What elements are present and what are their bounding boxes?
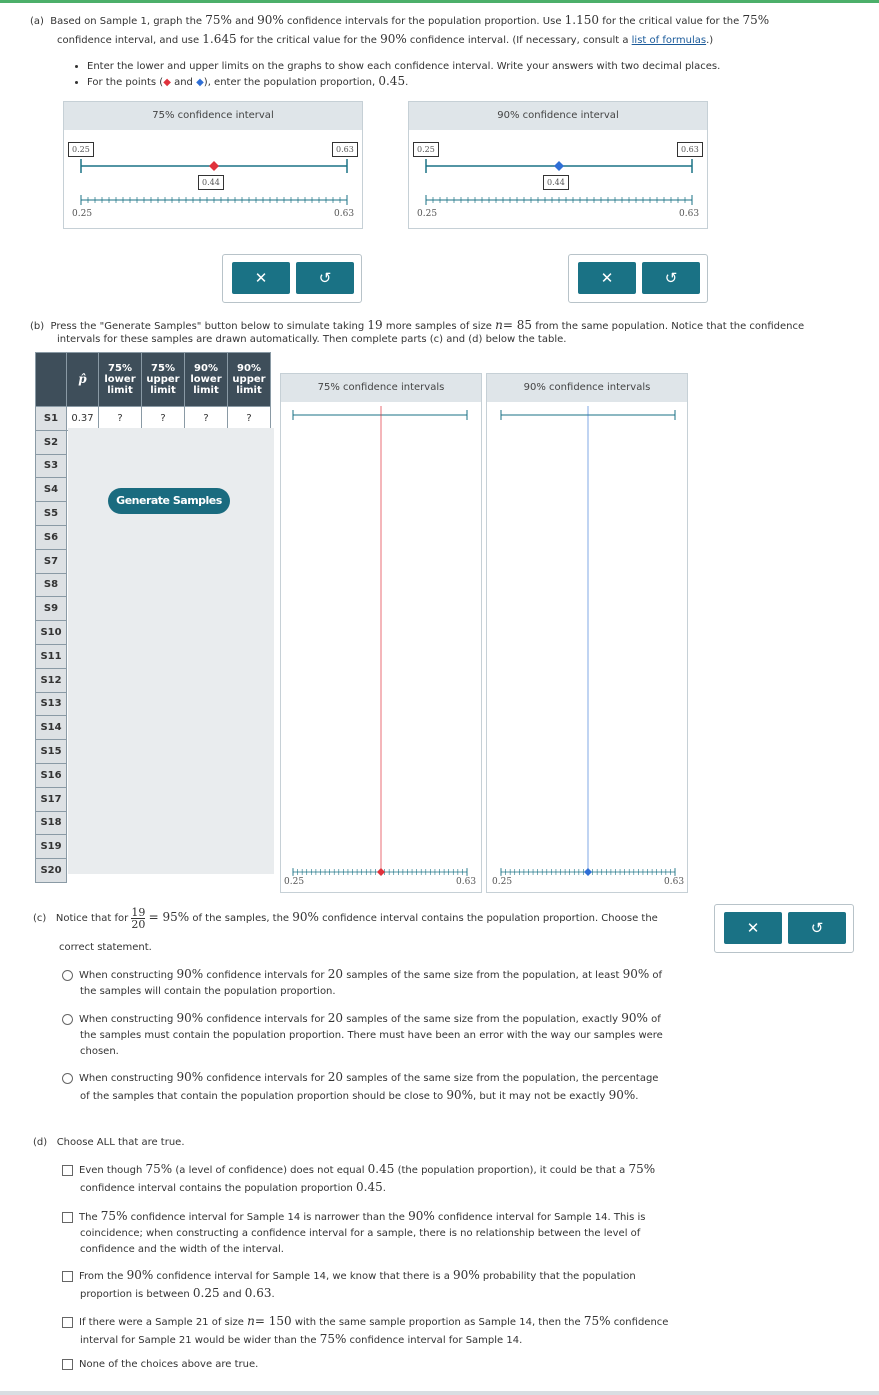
graph-90-title: 90% confidence interval: [409, 102, 707, 130]
instruction-item: • Enter the lower and upper limits on the graphs to show each confidence interval. Write your answers with two decimal places.: [87, 59, 867, 74]
row-label: S1: [36, 407, 67, 431]
axis-max-label: 0.63: [664, 877, 685, 887]
point-value-box[interactable]: 0.44: [543, 175, 569, 190]
u90-cell: ?: [228, 407, 271, 431]
checkbox[interactable]: [62, 1271, 73, 1282]
checkbox[interactable]: [62, 1212, 73, 1223]
part-c-option-2[interactable]: When constructing 90% confidence intervals for 20 samples of the same size from the population, exactly 90% of the samples must contain the population proportion. There must have been an error with the way our samples were chosen.: [62, 1010, 702, 1060]
row-label: S18: [36, 811, 67, 835]
undo-button[interactable]: ↺: [788, 912, 846, 944]
graph-75-title: 75% confidence interval: [64, 102, 362, 130]
row-label: S11: [36, 644, 67, 668]
option-text: of the samples that contain the population proportion should be close to 90%, but it may not be exactly 90%.: [80, 1088, 639, 1102]
point-value-box[interactable]: 0.44: [198, 175, 224, 190]
axis-min-label: 0.25: [72, 209, 93, 219]
axis-min-label: 0.25: [492, 877, 513, 887]
axis-max-label: 0.63: [679, 209, 700, 219]
undo-button[interactable]: ↺: [642, 262, 700, 294]
part-c-prompt-line2: correct statement.: [59, 942, 152, 953]
phat-header: p̂: [67, 353, 99, 407]
chart-75-title: 75% confidence intervals: [281, 374, 481, 402]
option-text: coincidence; when constructing a confidence interval for a sample, there is no relationship between the level of: [80, 1228, 641, 1239]
fraction: $\frac{19}{20}$: [131, 905, 146, 931]
row-label: S17: [36, 787, 67, 811]
row-label: S19: [36, 835, 67, 859]
option-text: the samples will contain the population proportion.: [80, 986, 336, 997]
row-label: S8: [36, 573, 67, 597]
part-b-prompt: (b) Press the "Generate Samples" button below to simulate taking 19 more samples of size n= 85 from the same population. Notice that the confidence: [30, 318, 805, 332]
instructions-list: [73, 59, 867, 90]
row-label: S3: [36, 454, 67, 478]
chart-75-canvas: [281, 374, 481, 892]
formulas-link[interactable]: list of formulas: [631, 35, 707, 46]
l90-header: 90% lower limit: [185, 353, 228, 407]
lower-limit-box[interactable]: 0.25: [413, 142, 439, 157]
part-b-prompt-line2: intervals for these samples are drawn automatically. Then complete parts (c) and (d) below the table.: [57, 334, 567, 345]
graph-90-canvas[interactable]: [409, 102, 707, 228]
chart-90-title: 90% confidence intervals: [487, 374, 687, 402]
option-text: the samples must contain the population proportion. There must have been an error with the way our samples were: [80, 1030, 663, 1041]
axis-min-label: 0.25: [284, 877, 305, 887]
part-d-option-5[interactable]: None of the choices above are true.: [62, 1357, 712, 1373]
u75-cell: ?: [142, 407, 185, 431]
part-c-option-3[interactable]: When constructing 90% confidence intervals for 20 samples of the same size from the population, the percentage of the samples that contain the population proportion should be close to 90%, but it may not be exactly 90%.: [62, 1069, 702, 1105]
axis-max-label: 0.63: [334, 209, 355, 219]
option-text: chosen.: [80, 1046, 119, 1057]
part-c-prompt: (c) Notice that for $\frac{19}{20}$ = 95% of the samples, the 90% confidence interval contains the population proportion. Choose the: [33, 905, 658, 931]
row-label: S6: [36, 525, 67, 549]
l90-cell: ?: [185, 407, 228, 431]
upper-limit-box[interactable]: 0.63: [677, 142, 703, 157]
row-label: S20: [36, 859, 67, 883]
clear-button[interactable]: ✕: [232, 262, 290, 294]
instruction-item: • For the points (◆ and ◆), enter the population proportion, 0.45.: [87, 74, 867, 90]
l75-cell: ?: [99, 407, 142, 431]
graph-90-panel: [408, 101, 708, 229]
u90-header: 90% upper limit: [228, 353, 271, 407]
part-d-option-4[interactable]: If there were a Sample 21 of size n= 150 with the same sample proportion as Sample 14, then the 75% confidence interval for Sample 21 would be wider than the 75% confidence interval for Sample 14.: [62, 1313, 712, 1349]
red-diamond-icon: ◆: [163, 77, 171, 88]
part-c-option-1[interactable]: When constructing 90% confidence intervals for 20 samples of the same size from the population, at least 90% of the samples will contain the population proportion.: [62, 966, 702, 1000]
lower-limit-box[interactable]: 0.25: [68, 142, 94, 157]
bottom-bar: [0, 1391, 879, 1395]
part-c-button-group: [714, 904, 854, 953]
graph-90-button-group: [568, 254, 708, 303]
chart-90-panel: [486, 373, 688, 893]
option-text: proportion is between 0.25 and 0.63.: [80, 1286, 275, 1300]
axis-min-label: 0.25: [417, 209, 438, 219]
chart-75-panel: [280, 373, 482, 893]
checkbox[interactable]: [62, 1359, 73, 1370]
row-label: S7: [36, 549, 67, 573]
part-d-prompt: (d) Choose ALL that are true.: [33, 1137, 185, 1148]
row-label: S9: [36, 597, 67, 621]
graph-75-button-group: [222, 254, 362, 303]
generate-samples-button[interactable]: Generate Samples: [108, 488, 230, 514]
red-diamond-icon: [209, 161, 219, 171]
part-a-prompt: (a) Based on Sample 1, graph the 75% and 90% confidence intervals for the population proportion. Use 1.150 for the critical value for the 75%: [30, 13, 770, 27]
option-text: interval for Sample 21 would be wider than the 75% confidence interval for Sample 14.: [80, 1332, 523, 1346]
top-accent-bar: [0, 0, 879, 3]
option-text: confidence interval contains the population proportion 0.45.: [80, 1180, 386, 1194]
axis-max-label: 0.63: [456, 877, 477, 887]
clear-button[interactable]: ✕: [724, 912, 782, 944]
checkbox[interactable]: [62, 1165, 73, 1176]
red-diamond-icon: [377, 868, 385, 876]
row-label: S16: [36, 763, 67, 787]
row-label: S5: [36, 502, 67, 526]
radio-button[interactable]: [62, 1073, 73, 1084]
chart-90-canvas: [487, 374, 687, 892]
blue-diamond-icon: [584, 868, 592, 876]
row-label: S14: [36, 716, 67, 740]
u75-header: 75% upper limit: [142, 353, 185, 407]
radio-button[interactable]: [62, 1014, 73, 1025]
sample-header: [36, 353, 67, 407]
blue-diamond-icon: [554, 161, 564, 171]
phat-cell: 0.37: [67, 407, 99, 431]
row-label: S10: [36, 621, 67, 645]
blue-diamond-icon: ◆: [196, 77, 204, 88]
checkbox[interactable]: [62, 1317, 73, 1328]
part-d-option-3[interactable]: From the 90% confidence interval for Sample 14, we know that there is a 90% probability that the population proportion is between 0.25 and 0.63.: [62, 1267, 712, 1303]
table-row: [36, 407, 271, 431]
row-label: S12: [36, 668, 67, 692]
part-a-prompt-line2: confidence interval, and use 1.645 for the critical value for the 90% confidence interval. (If necessary, consult a list of formulas.): [57, 32, 714, 46]
part-d-option-1[interactable]: Even though 75% (a level of confidence) does not equal 0.45 (the population proportion), it could be that a 75% confidence interval contains the population proportion 0.45.: [62, 1161, 712, 1197]
row-label: S4: [36, 478, 67, 502]
part-d-option-2[interactable]: The 75% confidence interval for Sample 14 is narrower than the 90% confidence interval for Sample 14. This is coincidence; when constructing a confidence interval for a sample, there is no relationship between the level of confidence and the width of the interval.: [62, 1208, 712, 1258]
undo-button[interactable]: ↺: [296, 262, 354, 294]
row-label: S2: [36, 430, 67, 454]
l75-header: 75% lower limit: [99, 353, 142, 407]
graph-75-panel: [63, 101, 363, 229]
graph-75-canvas[interactable]: [64, 102, 362, 228]
row-label: S15: [36, 740, 67, 764]
clear-button[interactable]: ✕: [578, 262, 636, 294]
upper-limit-box[interactable]: 0.63: [332, 142, 358, 157]
radio-button[interactable]: [62, 970, 73, 981]
row-label: S13: [36, 692, 67, 716]
option-text: confidence and the width of the interval.: [80, 1244, 284, 1255]
